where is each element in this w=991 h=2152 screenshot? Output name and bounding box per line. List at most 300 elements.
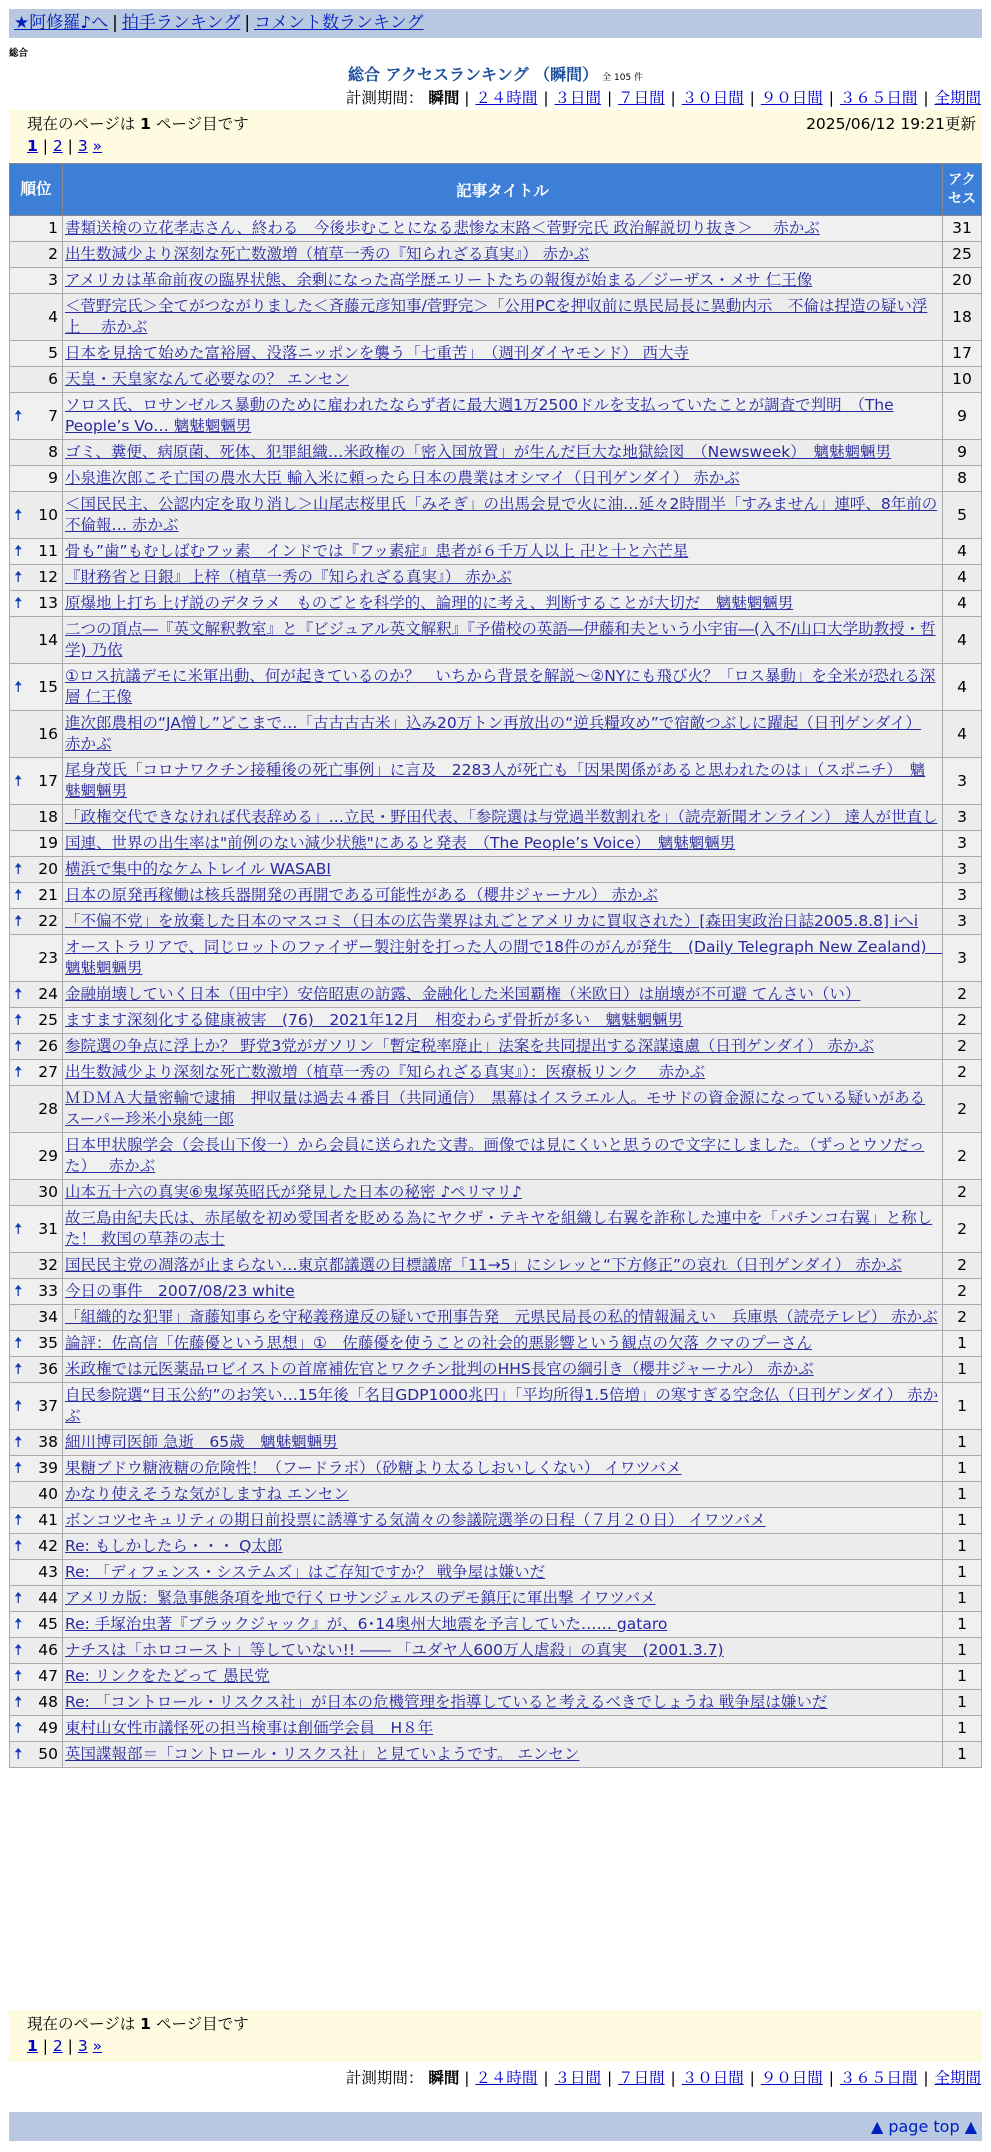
nav-link-asyura[interactable]: ★阿修羅♪へ — [14, 13, 109, 33]
article-title-link[interactable]: 出生数減少より深刻な死亡数激増（植草一秀の『知られざる真実』）：医療板リンク 赤かぶ — [65, 1063, 706, 1081]
rank-cell — [10, 1534, 63, 1560]
rank-up-arrow-icon: 🠅 — [14, 1745, 23, 1763]
period-link-7d[interactable]: ７日間 — [618, 89, 665, 107]
table-row — [10, 268, 982, 294]
table-row — [10, 1253, 982, 1279]
table-row — [10, 1383, 982, 1430]
title-cell — [63, 1133, 943, 1180]
table-row — [10, 805, 982, 831]
rank-cell — [10, 393, 63, 440]
period-link-24h[interactable]: ２４時間 — [475, 2069, 538, 2087]
article-title-link[interactable]: 論評：佐高信「佐藤優という思想」① 佐藤優を使うことの社会的悪影響という観点の欠落 クマのプーさん — [65, 1334, 812, 1352]
nav-link-applause-ranking[interactable]: 拍手ランキング — [121, 13, 241, 33]
access-count: 2 — [943, 1253, 982, 1279]
rank-up-arrow-icon: 🠅 — [14, 1459, 23, 1477]
table-row — [10, 1508, 982, 1534]
table-row — [10, 909, 982, 935]
title-cell — [63, 1331, 943, 1357]
table-row — [10, 242, 982, 268]
title-cell — [63, 1086, 943, 1133]
rank-up-arrow-icon: 🠅 — [14, 1719, 23, 1737]
rank-up-arrow-icon: 🠅 — [14, 568, 23, 586]
article-title-link[interactable]: アメリカ版：緊急事態条項を地で行くロサンジェルスのデモ鎮圧に軍出撃 イワツバメ — [65, 1589, 656, 1607]
period-link-365d[interactable]: ３６５日間 — [839, 2069, 918, 2087]
bottom-bar — [9, 2112, 982, 2141]
article-title-link[interactable]: 国連、世界の出生率は"前例のない減少状態"にあると発表 （The People’s Voice） 魑魅魍魎男 — [65, 834, 736, 852]
rank-cell — [10, 805, 63, 831]
article-title-link[interactable]: 書類送検の立花孝志さん、終わる 今後歩むことになる悲惨な末路＜菅野完氏 政治解説切り抜き＞ 赤かぶ — [65, 219, 820, 237]
rank-up-arrow-icon: 🠅 — [14, 505, 23, 524]
rank-number: 36 — [38, 1360, 58, 1378]
rank-cell — [10, 711, 63, 758]
rank-cell — [10, 1638, 63, 1664]
access-count: 1 — [943, 1482, 982, 1508]
rank-cell — [10, 539, 63, 565]
access-count: 4 — [943, 591, 982, 617]
access-count: 2 — [943, 1034, 982, 1060]
rank-up-arrow-icon: 🠅 — [14, 594, 23, 612]
access-count: 31 — [943, 216, 982, 242]
header-rank: 順位 — [10, 164, 63, 216]
rank-number: 44 — [38, 1589, 58, 1607]
article-title-link[interactable]: 原爆地上打ち上げ説のデタラメ ものごとを科学的、論理的に考え、判断することが大切だ 魑魅魍魎男 — [65, 594, 794, 612]
rank-number: 19 — [38, 834, 58, 852]
access-count: 3 — [943, 883, 982, 909]
rank-up-arrow-icon: 🠅 — [14, 771, 23, 790]
table-row — [10, 1206, 982, 1253]
rank-number: 3 — [48, 271, 58, 289]
rank-cell — [10, 1331, 63, 1357]
title-cell — [63, 1180, 943, 1206]
rank-number: 27 — [38, 1063, 58, 1081]
article-title-link[interactable]: ナチスは「ホロコースト」等していない!! ―― 「ユダヤ人600万人虐殺」の真実 (2001.3.7) — [65, 1641, 724, 1659]
article-title-link[interactable]: 米政権では元医薬品ロビイストの首席補佐官とワクチン批判のHHS長官の綱引き（櫻井ジャーナル） 赤かぶ — [65, 1360, 814, 1378]
period-link-all[interactable]: 全期間 — [934, 89, 981, 107]
article-title-link[interactable]: 金融崩壊していく日本（田中宇）安倍昭恵の訪露、金融化した米国覇権（米欧日）は崩壊が不可避 てんさい（い） — [65, 985, 861, 1003]
article-title-link[interactable]: 横浜で集中的なケムトレイル WASABI — [65, 860, 331, 878]
rank-cell — [10, 565, 63, 591]
rank-cell — [10, 1430, 63, 1456]
period-link-all[interactable]: 全期間 — [934, 2069, 981, 2087]
title-cell — [63, 617, 943, 664]
page-title — [0, 62, 991, 85]
period-link-30d[interactable]: ３０日間 — [681, 89, 744, 107]
article-title-link[interactable]: 日本の原発再稼働は核兵器開発の再開である可能性がある（櫻井ジャーナル） 赤かぶ — [65, 886, 658, 904]
page-link-3[interactable]: 3 — [77, 137, 88, 155]
table-row — [10, 466, 982, 492]
rank-number: 20 — [38, 860, 58, 878]
period-link-24h[interactable]: ２４時間 — [475, 89, 538, 107]
rank-cell — [10, 982, 63, 1008]
rank-up-arrow-icon: 🠅 — [14, 1037, 23, 1055]
article-title-link[interactable]: ＜国民民主、公認内定を取り消し＞山尾志桜里氏「みそぎ」の出馬会見で火に油…延々2時間半「すみません」連呼、8年前の不倫報… 赤かぶ — [65, 495, 938, 534]
article-title-link[interactable]: 「不偏不党」を放棄した日本のマスコミ（日本の広告業界は丸ごとアメリカに買収された）[森田実政治日誌2005.8.8] iへi — [65, 912, 919, 930]
article-title-link[interactable]: 果糖ブドウ糖液糖の危険性！（フードラボ）（砂糖より太るしおいしくない） イワツバメ — [65, 1459, 682, 1477]
title-cell — [63, 831, 943, 857]
title-cell — [63, 393, 943, 440]
page-link-next[interactable]: » — [92, 2037, 103, 2055]
rank-cell — [10, 1456, 63, 1482]
article-title-link[interactable]: オーストラリアで、同じロットのファイザー製注射を打った人の間で18件のがんが発生 (Daily Telegraph New Zealand) 魑魅魍魎男 — [65, 938, 943, 977]
article-title-link[interactable]: 東村山女性市議怪死の担当検事は創価学会員 H８年 — [65, 1719, 434, 1737]
rank-cell — [10, 294, 63, 341]
article-title-link[interactable]: ますます深刻化する健康被害 (76) 2021年12月 相変わらず骨折が多い 魑魅魍魎男 — [65, 1011, 683, 1029]
table-row — [10, 216, 982, 242]
title-cell — [63, 565, 943, 591]
period-current: 瞬間 — [428, 89, 460, 107]
article-title-link[interactable]: 尾身茂氏「コロナワクチン接種後の死亡事例」に言及 2283人が死亡も「因果関係があると思われたのは」（スポニチ） 魑魅魍魎男 — [65, 761, 926, 800]
rank-number: 40 — [38, 1485, 58, 1503]
updated-time: 2025/06/12 19:21更新 — [806, 115, 976, 133]
table-row — [10, 1716, 982, 1742]
title-cell — [63, 591, 943, 617]
rank-up-arrow-icon: 🠅 — [14, 406, 23, 425]
rank-number: 2 — [48, 245, 58, 263]
rank-number: 50 — [38, 1745, 58, 1763]
article-title-link[interactable]: ゴミ、糞便、病原菌、死体、犯罪組織…米政権の「密入国放置」が生んだ巨大な地獄絵図 （Newsweek） 魑魅魍魎男 — [65, 443, 891, 461]
rank-cell — [10, 1180, 63, 1206]
rank-up-arrow-icon: 🠅 — [14, 677, 23, 696]
rank-cell — [10, 758, 63, 805]
rank-number: 10 — [38, 505, 58, 524]
access-count: 4 — [943, 711, 982, 758]
title-cell — [63, 935, 943, 982]
rank-cell — [10, 1586, 63, 1612]
title-cell — [63, 1534, 943, 1560]
rank-cell — [10, 1305, 63, 1331]
title-cell — [63, 1612, 943, 1638]
table-row — [10, 492, 982, 539]
article-title-link[interactable]: 小泉進次郎こそ亡国の農水大臣 輸入米に頼ったら日本の農業はオシマイ（日刊ゲンダイ） 赤かぶ — [65, 469, 740, 487]
rank-cell — [10, 1560, 63, 1586]
rank-number: 31 — [38, 1219, 58, 1238]
article-title-link[interactable]: 日本を見捨て始めた富裕層、没落ニッポンを襲う「七重苦」 （週刊ダイヤモンド） 西大寺 — [65, 344, 690, 362]
access-count: 1 — [943, 1430, 982, 1456]
period-link-3d[interactable]: ３日間 — [554, 2069, 602, 2087]
rank-cell — [10, 268, 63, 294]
article-title-link[interactable]: 『財務省と日銀』上梓（植草一秀の『知られざる真実』） 赤かぶ — [65, 568, 512, 586]
rank-cell — [10, 1133, 63, 1180]
rank-number: 35 — [38, 1334, 58, 1352]
rank-number: 14 — [38, 630, 58, 649]
table-row — [10, 711, 982, 758]
period-link-365d[interactable]: ３６５日間 — [839, 89, 918, 107]
nav-link-comment-ranking[interactable]: コメント数ランキング — [254, 13, 424, 33]
rank-up-arrow-icon: 🠅 — [14, 542, 23, 560]
rank-number: 21 — [38, 886, 58, 904]
table-row — [10, 1279, 982, 1305]
article-title-link[interactable]: ソロス氏、ロサンゼルス暴動のために雇われたならず者に最大週1万2500ドルを支払っていたことが調査で判明 （The People’s Vo… 魑魅魍魎男 — [65, 396, 894, 435]
table-row — [10, 1560, 982, 1586]
page-link-1[interactable]: 1 — [27, 2037, 38, 2055]
title-cell — [63, 440, 943, 466]
rank-cell — [10, 1664, 63, 1690]
rank-up-arrow-icon: 🠅 — [14, 1615, 23, 1633]
title-cell — [63, 1586, 943, 1612]
rank-number: 6 — [48, 370, 58, 388]
title-cell — [63, 1008, 943, 1034]
rank-cell — [10, 883, 63, 909]
access-count: 2 — [943, 1086, 982, 1133]
access-count: 3 — [943, 805, 982, 831]
rank-up-arrow-icon: 🠅 — [14, 1693, 23, 1711]
table-row — [10, 1612, 982, 1638]
rank-cell — [10, 1253, 63, 1279]
rank-cell — [10, 1060, 63, 1086]
article-title-link[interactable]: Re: 手塚治虫著『ブラックジャック』が、6･14奥州大地震を予言していた…… gataro — [65, 1615, 668, 1633]
table-row — [10, 367, 982, 393]
table-row — [10, 1534, 982, 1560]
article-title-link[interactable]: 進次郎農相の“JA憎し”どこまで…「古古古古米」込み20万トン再放出の“逆兵糧攻め”で宿敵つぶしに躍起（日刊ゲンダイ） 赤かぶ — [65, 714, 922, 753]
access-count: 2 — [943, 1060, 982, 1086]
title-cell — [63, 1206, 943, 1253]
table-row — [10, 1086, 982, 1133]
article-title-link[interactable]: 今日の事件 2007/08/23 white — [65, 1282, 295, 1300]
title-cell — [63, 758, 943, 805]
table-row — [10, 758, 982, 805]
rank-cell — [10, 617, 63, 664]
access-count: 1 — [943, 1586, 982, 1612]
table-row — [10, 857, 982, 883]
access-count: 1 — [943, 1716, 982, 1742]
table-row — [10, 1133, 982, 1180]
access-count: 3 — [943, 909, 982, 935]
table-row — [10, 1638, 982, 1664]
access-count: 2 — [943, 1279, 982, 1305]
article-title-link[interactable]: ボンコツセキュリティの期日前投票に誘導する気満々の参議院選挙の日程（７月２０日） イワツバメ — [65, 1511, 766, 1529]
rank-cell — [10, 242, 63, 268]
rank-up-arrow-icon: 🠅 — [14, 1537, 23, 1555]
rank-cell — [10, 909, 63, 935]
rank-number: 47 — [38, 1667, 58, 1685]
period-link-90d[interactable]: ９０日間 — [760, 2069, 823, 2087]
rank-up-arrow-icon: 🠅 — [14, 886, 23, 904]
period-link-3d[interactable]: ３日間 — [554, 89, 602, 107]
rank-number: 1 — [48, 219, 58, 237]
rank-cell — [10, 1612, 63, 1638]
period-link-7d[interactable]: ７日間 — [618, 2069, 665, 2087]
title-cell — [63, 909, 943, 935]
table-row — [10, 1430, 982, 1456]
title-cell — [63, 1430, 943, 1456]
period-link-90d[interactable]: ９０日間 — [760, 89, 823, 107]
rank-number: 5 — [48, 344, 58, 362]
rank-cell — [10, 1279, 63, 1305]
rank-cell — [10, 591, 63, 617]
title-cell — [63, 982, 943, 1008]
total-count: 全 105 件 — [602, 73, 644, 83]
table-row — [10, 1456, 982, 1482]
article-title-link[interactable]: かなり使えそうな気がしますね エンセン — [65, 1485, 349, 1503]
table-row — [10, 1664, 982, 1690]
rank-cell — [10, 341, 63, 367]
rank-number: 37 — [38, 1396, 58, 1415]
page-link-2[interactable]: 2 — [52, 2037, 63, 2055]
access-count: 1 — [943, 1638, 982, 1664]
article-title-link[interactable]: 出生数減少より深刻な死亡数激増（植草一秀の『知られざる真実』） 赤かぶ — [65, 245, 590, 263]
table-row — [10, 1742, 982, 1768]
rank-number: 39 — [38, 1459, 58, 1477]
period-selector-bottom: 計測期間： 瞬間 | ２４時間 | ３日間 | ７日間 | ３０日間 | ９０日間 | ３６５日間 | 全期間 — [345, 2069, 981, 2087]
access-count: 1 — [943, 1742, 982, 1768]
page-link-next[interactable]: » — [92, 137, 103, 155]
rank-number: 41 — [38, 1511, 58, 1529]
page-top-link[interactable]: ▲ page top ▲ — [870, 2117, 977, 2136]
rank-cell — [10, 1690, 63, 1716]
rank-cell — [10, 440, 63, 466]
article-title-link[interactable]: 日本甲状腺学会（会長山下俊一）から会員に送られた文書。画像では見にくいと思うので文字にしました。（ずっとウソだった） 赤かぶ — [65, 1136, 925, 1175]
current-page-text-bottom: 現在のページは 1 ページ目です — [27, 2015, 249, 2033]
rank-number: 16 — [38, 724, 58, 743]
article-title-link[interactable]: 国民民主党の凋落が止まらない…東京都議選の目標議席「11→5」にシレッと“下方修正”の哀れ（日刊ゲンダイ） 赤かぶ — [65, 1256, 902, 1274]
rank-number: 29 — [38, 1146, 58, 1165]
rank-number: 33 — [38, 1282, 58, 1300]
period-selector-top: 計測期間： 瞬間 | ２４時間 | ３日間 | ７日間 | ３０日間 | ９０日間 | ３６５日間 | 全期間 — [345, 89, 981, 107]
article-title-link[interactable]: Re: 「コントロール・リスクス社」が日本の危機管理を指導していると考えるべきでしょうね 戦争屋は嫌いだ — [65, 1693, 828, 1711]
access-count: 20 — [943, 268, 982, 294]
table-row — [10, 935, 982, 982]
title-cell — [63, 1560, 943, 1586]
rank-up-arrow-icon: 🠅 — [14, 912, 23, 930]
table-row — [10, 1060, 982, 1086]
access-count: 4 — [943, 617, 982, 664]
rank-number: 11 — [38, 542, 58, 560]
rank-number: 25 — [38, 1011, 58, 1029]
rank-number: 23 — [38, 948, 58, 967]
header-title: 記事タイトル — [63, 164, 943, 216]
page-link-2[interactable]: 2 — [52, 137, 63, 155]
access-count: 18 — [943, 294, 982, 341]
top-nav-bar: ★阿修羅♪へ | 拍手ランキング | コメント数ランキング — [9, 9, 982, 38]
access-count: 1 — [943, 1383, 982, 1430]
title-cell — [63, 268, 943, 294]
rank-up-arrow-icon: 🠅 — [14, 860, 23, 878]
rank-up-arrow-icon: 🠅 — [14, 1282, 23, 1300]
rank-cell — [10, 831, 63, 857]
article-title-link[interactable]: 骨も”歯”もむしばむフッ素 インドでは『フッ素症』患者が６千万人以上 卍と十と六芒星 — [65, 542, 689, 560]
rank-number: 18 — [38, 808, 58, 826]
rank-number: 46 — [38, 1641, 58, 1659]
page-link-3[interactable]: 3 — [77, 2037, 88, 2055]
article-title-link[interactable]: 細川博司医師 急逝 65歳 魑魅魍魎男 — [65, 1433, 338, 1451]
table-row — [10, 341, 982, 367]
title-cell — [63, 492, 943, 539]
article-title-link[interactable]: 天皇・天皇家なんて必要なの？ エンセン — [65, 370, 349, 388]
ranking-table — [9, 163, 982, 1768]
article-title-link[interactable]: Re: 「ディフェンス・システムズ」はご存知ですか？ 戦争屋は嫌いだ — [65, 1563, 546, 1581]
title-cell — [63, 1638, 943, 1664]
table-row — [10, 1482, 982, 1508]
rank-up-arrow-icon: 🠅 — [14, 1360, 23, 1378]
rank-up-arrow-icon: 🠅 — [14, 1589, 23, 1607]
title-cell — [63, 1482, 943, 1508]
access-count: 2 — [943, 1008, 982, 1034]
rank-cell — [10, 935, 63, 982]
article-title-link[interactable]: 参院選の争点に浮上か？ 野党3党がガソリン「暫定税率廃止」法案を共同提出する深謀遠慮（日刊ゲンダイ） 赤かぶ — [65, 1037, 874, 1055]
title-cell — [63, 1357, 943, 1383]
rank-number: 38 — [38, 1433, 58, 1451]
article-title-link[interactable]: アメリカは革命前夜の臨界状態、余剰になった高学歴エリートたちの報復が始まる／ジーザス・メサ 仁王像 — [65, 271, 813, 289]
title-cell — [63, 1742, 943, 1768]
article-title-link[interactable]: 「政権交代できなければ代表辞める」…立民・野田代表、「参院選は与党過半数割れを」（読売新聞オンライン） 達人が世直し — [65, 808, 938, 826]
rank-number: 17 — [38, 771, 58, 790]
rank-number: 22 — [38, 912, 58, 930]
rank-up-arrow-icon: 🠅 — [14, 985, 23, 1003]
article-title-link[interactable]: ＜菅野完氏＞全てがつながりました＜斉藤元彦知事/菅野完＞「公用PCを押収前に県民局長に異動内示 不倫は捏造の疑い浮上 赤かぶ — [65, 297, 928, 336]
article-title-link[interactable]: Re: もしかしたら・・・ Q太郎 — [65, 1537, 283, 1555]
article-title-link[interactable]: 故三島由紀夫氏は、赤尾敏を初め愛国者を貶める為にヤクザ・テキヤを組織し右翼を詐称した連中を「パチンコ右翼」と称した！ 救国の草莽の志士 — [65, 1209, 933, 1248]
access-count: 9 — [943, 440, 982, 466]
rank-number: 13 — [38, 594, 58, 612]
rank-number: 30 — [38, 1183, 58, 1201]
rank-cell — [10, 1086, 63, 1133]
article-title-link[interactable]: ＭＤＭＡ大量密輸で逮捕 押収量は過去４番目（共同通信） 黒幕はイスラエル人。モサドの資金源になっている疑いがある スーパー珍米小泉純一郎 — [65, 1089, 926, 1128]
rank-number: 15 — [38, 677, 58, 696]
access-count: 8 — [943, 466, 982, 492]
rank-cell — [10, 1508, 63, 1534]
table-row — [10, 1305, 982, 1331]
rank-up-arrow-icon: 🠅 — [14, 1011, 23, 1029]
table-row — [10, 294, 982, 341]
access-count: 4 — [943, 565, 982, 591]
rank-number: 45 — [38, 1615, 58, 1633]
access-count: 10 — [943, 367, 982, 393]
title-cell — [63, 857, 943, 883]
table-row — [10, 982, 982, 1008]
article-title-link[interactable]: Re: リンクをたどって 愚民党 — [65, 1667, 270, 1685]
title-cell — [63, 1279, 943, 1305]
title-cell — [63, 711, 943, 758]
access-count: 1 — [943, 1534, 982, 1560]
article-title-link[interactable]: ①ロス抗議デモに米軍出動、何が起きているのか？ いちから背景を解説～②NYにも飛び火？「ロス暴動」を全米が恐れる深層 仁王像 — [65, 667, 936, 706]
title-cell — [63, 1664, 943, 1690]
rank-cell — [10, 857, 63, 883]
page-link-1[interactable]: 1 — [27, 137, 38, 155]
table-row — [10, 664, 982, 711]
access-count: 1 — [943, 1690, 982, 1716]
access-count: 3 — [943, 831, 982, 857]
access-count: 2 — [943, 982, 982, 1008]
rank-cell — [10, 1357, 63, 1383]
rank-number: 12 — [38, 568, 58, 586]
access-count: 2 — [943, 1180, 982, 1206]
rank-cell — [10, 466, 63, 492]
table-row — [10, 1331, 982, 1357]
rank-number: 8 — [48, 443, 58, 461]
page-info-bottom — [9, 2010, 982, 2062]
article-title-link[interactable]: 「組織的な犯罪」斎藤知事らを守秘義務違反の疑いで刑事告発 元県民局長の私的情報漏えい 兵庫県（読売テレビ） 赤かぶ — [65, 1308, 938, 1326]
rank-number: 24 — [38, 985, 58, 1003]
access-count: 4 — [943, 539, 982, 565]
article-title-link[interactable]: 二つの頂点―『英文解釈教室』と『ビジュアル英文解釈』『予備校の英語―伊藤和夫という小宇宙―(入不/山口大学助教授・哲学) 乃依 — [65, 620, 936, 659]
title-cell — [63, 883, 943, 909]
rank-number: 34 — [38, 1308, 58, 1326]
article-title-link[interactable]: 自民参院選“目玉公約”のお笑い…15年後「名目GDP1000兆円」「平均所得1.5倍増」の寒すぎる空念仏（日刊ゲンダイ） 赤かぶ — [65, 1386, 939, 1425]
article-title-link[interactable]: 山本五十六の真実⑥鬼塚英昭氏が発見した日本の秘密 ♪ペリマリ♪ — [65, 1183, 522, 1201]
article-title-link[interactable]: 英国諜報部＝「コントロール・リスクス社」と見ていようです。 エンセン — [65, 1745, 580, 1763]
rank-up-arrow-icon: 🠅 — [14, 1063, 23, 1081]
rank-cell — [10, 1482, 63, 1508]
access-count: 2 — [943, 1305, 982, 1331]
title-cell — [63, 216, 943, 242]
current-page-text: 現在のページは 1 ページ目です — [27, 115, 249, 133]
pagination-bottom: 1 | 2 | 3 » — [27, 2037, 103, 2055]
title-cell — [63, 805, 943, 831]
table-row — [10, 591, 982, 617]
rank-up-arrow-icon: 🠅 — [14, 1334, 23, 1352]
title-cell — [63, 1456, 943, 1482]
period-link-30d[interactable]: ３０日間 — [681, 2069, 744, 2087]
